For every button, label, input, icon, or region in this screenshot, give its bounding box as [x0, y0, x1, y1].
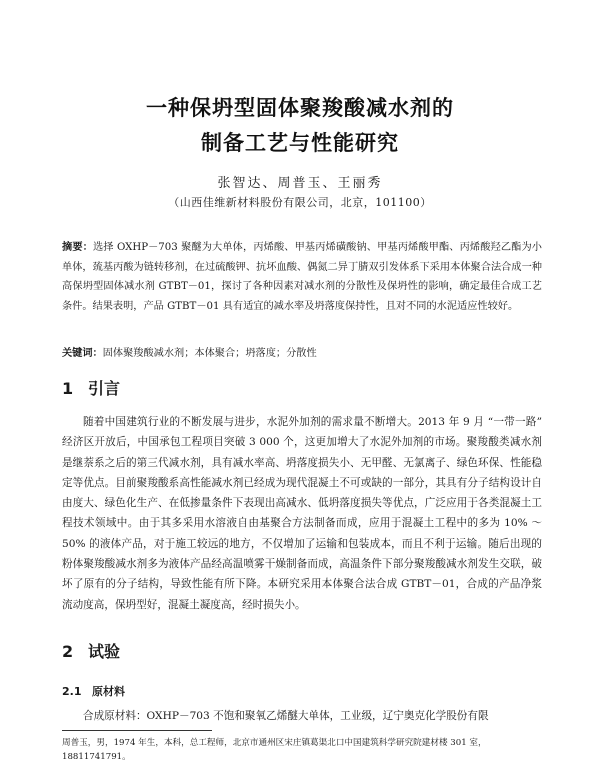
- section-heading-introduction: [62, 376, 120, 399]
- subsection-title: 原材料: [92, 685, 125, 698]
- section-title: 试验: [88, 642, 121, 661]
- section-heading-experiment: [62, 639, 120, 662]
- abstract: [62, 238, 542, 316]
- subsection-heading-materials: [62, 683, 125, 699]
- affiliation: （山西佳维新材料股份有限公司，北京，101100）: [168, 196, 432, 209]
- author-list: 张智达、周普玉、王丽秀: [217, 176, 383, 191]
- keywords-label: 关键词：: [62, 348, 103, 359]
- materials-paragraph: 合成原材料：OXHP－703 不饱和聚氧乙烯醚大单体，工业级，辽宁奥克化学股份有限: [83, 710, 489, 722]
- author-footnote: 周普玉，男，1974 年生，本科，总工程师，北京市通州区宋庄镇葛渠北口中国建筑科学研究院建材楼 301 室，18811741791。: [62, 738, 487, 762]
- abstract-text: 选择 OXHP－703 聚醚为大单体，丙烯酸、甲基丙烯磺酸钠、甲基丙烯酸甲酯、丙烯酸羟乙酯为小单体，巯基丙酸为链转移剂，在过硫酸钾、抗坏血酸、偶氮二异丁腈双引发体系下采用本体聚合法合成一种高保坍型固体减水剂 GTBT－01，探讨了各种因素对减水剂的分散性及保坍性的影响，确定最佳合成工艺条件。结果表明，产品 GTBT－01 具有适宜的减水率及坍落度保持性，且对不同的水泥适应性较好。: [62, 242, 542, 312]
- paper-title-line1: 一种保坍型固体聚羧酸减水剂的: [146, 96, 454, 120]
- subsection-number: 2.1: [62, 685, 82, 698]
- section-number: 1: [62, 379, 74, 398]
- abstract-label: 摘要：: [62, 242, 93, 253]
- keywords-text: 固体聚羧酸减水剂；本体聚合；坍落度；分散性: [102, 348, 317, 359]
- introduction-paragraph: 随着中国建筑行业的不断发展与进步，水泥外加剂的需求量不断增大。2013 年 9 月 “一带一路” 经济区开放后，中国承包工程项目突破 3 000 个，这更加增大了水泥外加剂的市场。聚羧酸类减水剂是继萘系之后的第三代减水剂，具有减水率高、坍落度损失小、无甲醛、无氯离子、绿色环保、性能稳定等优点。目前聚羧酸系高性能减水剂已经成为现代混凝土不可或缺的一部分，其具有分子结构设计自由度大、绿色化生产、在低掺量条件下表现出高减水、低坍落度损失等优点，广泛应用于各类混凝土工程技术领域中。由于其多采用水溶液自由基聚合方法制备而成，应用于混凝土工程中的多为 10% ～50% 的液体产品，对于施工较远的地方，不仅增加了运输和包装成本，而且不利于运输。随后出现的粉体聚羧酸减水剂多为液体产品经高温喷雾干燥制备而成，高温条件下部分聚羧酸减水剂发生交联，破坏了原有的分子结构，导致性能有所下降。本研究采用本体聚合法合成 GTBT－01，合成的产品净浆流动度高，保坍型好，混凝土凝度高，经时损失小。: [62, 416, 542, 611]
- footnote-divider: [62, 730, 212, 731]
- section-title: 引言: [88, 379, 121, 398]
- section-number: 2: [62, 642, 74, 661]
- keywords: [62, 345, 542, 363]
- paper-title-line2: 制备工艺与性能研究: [201, 131, 399, 155]
